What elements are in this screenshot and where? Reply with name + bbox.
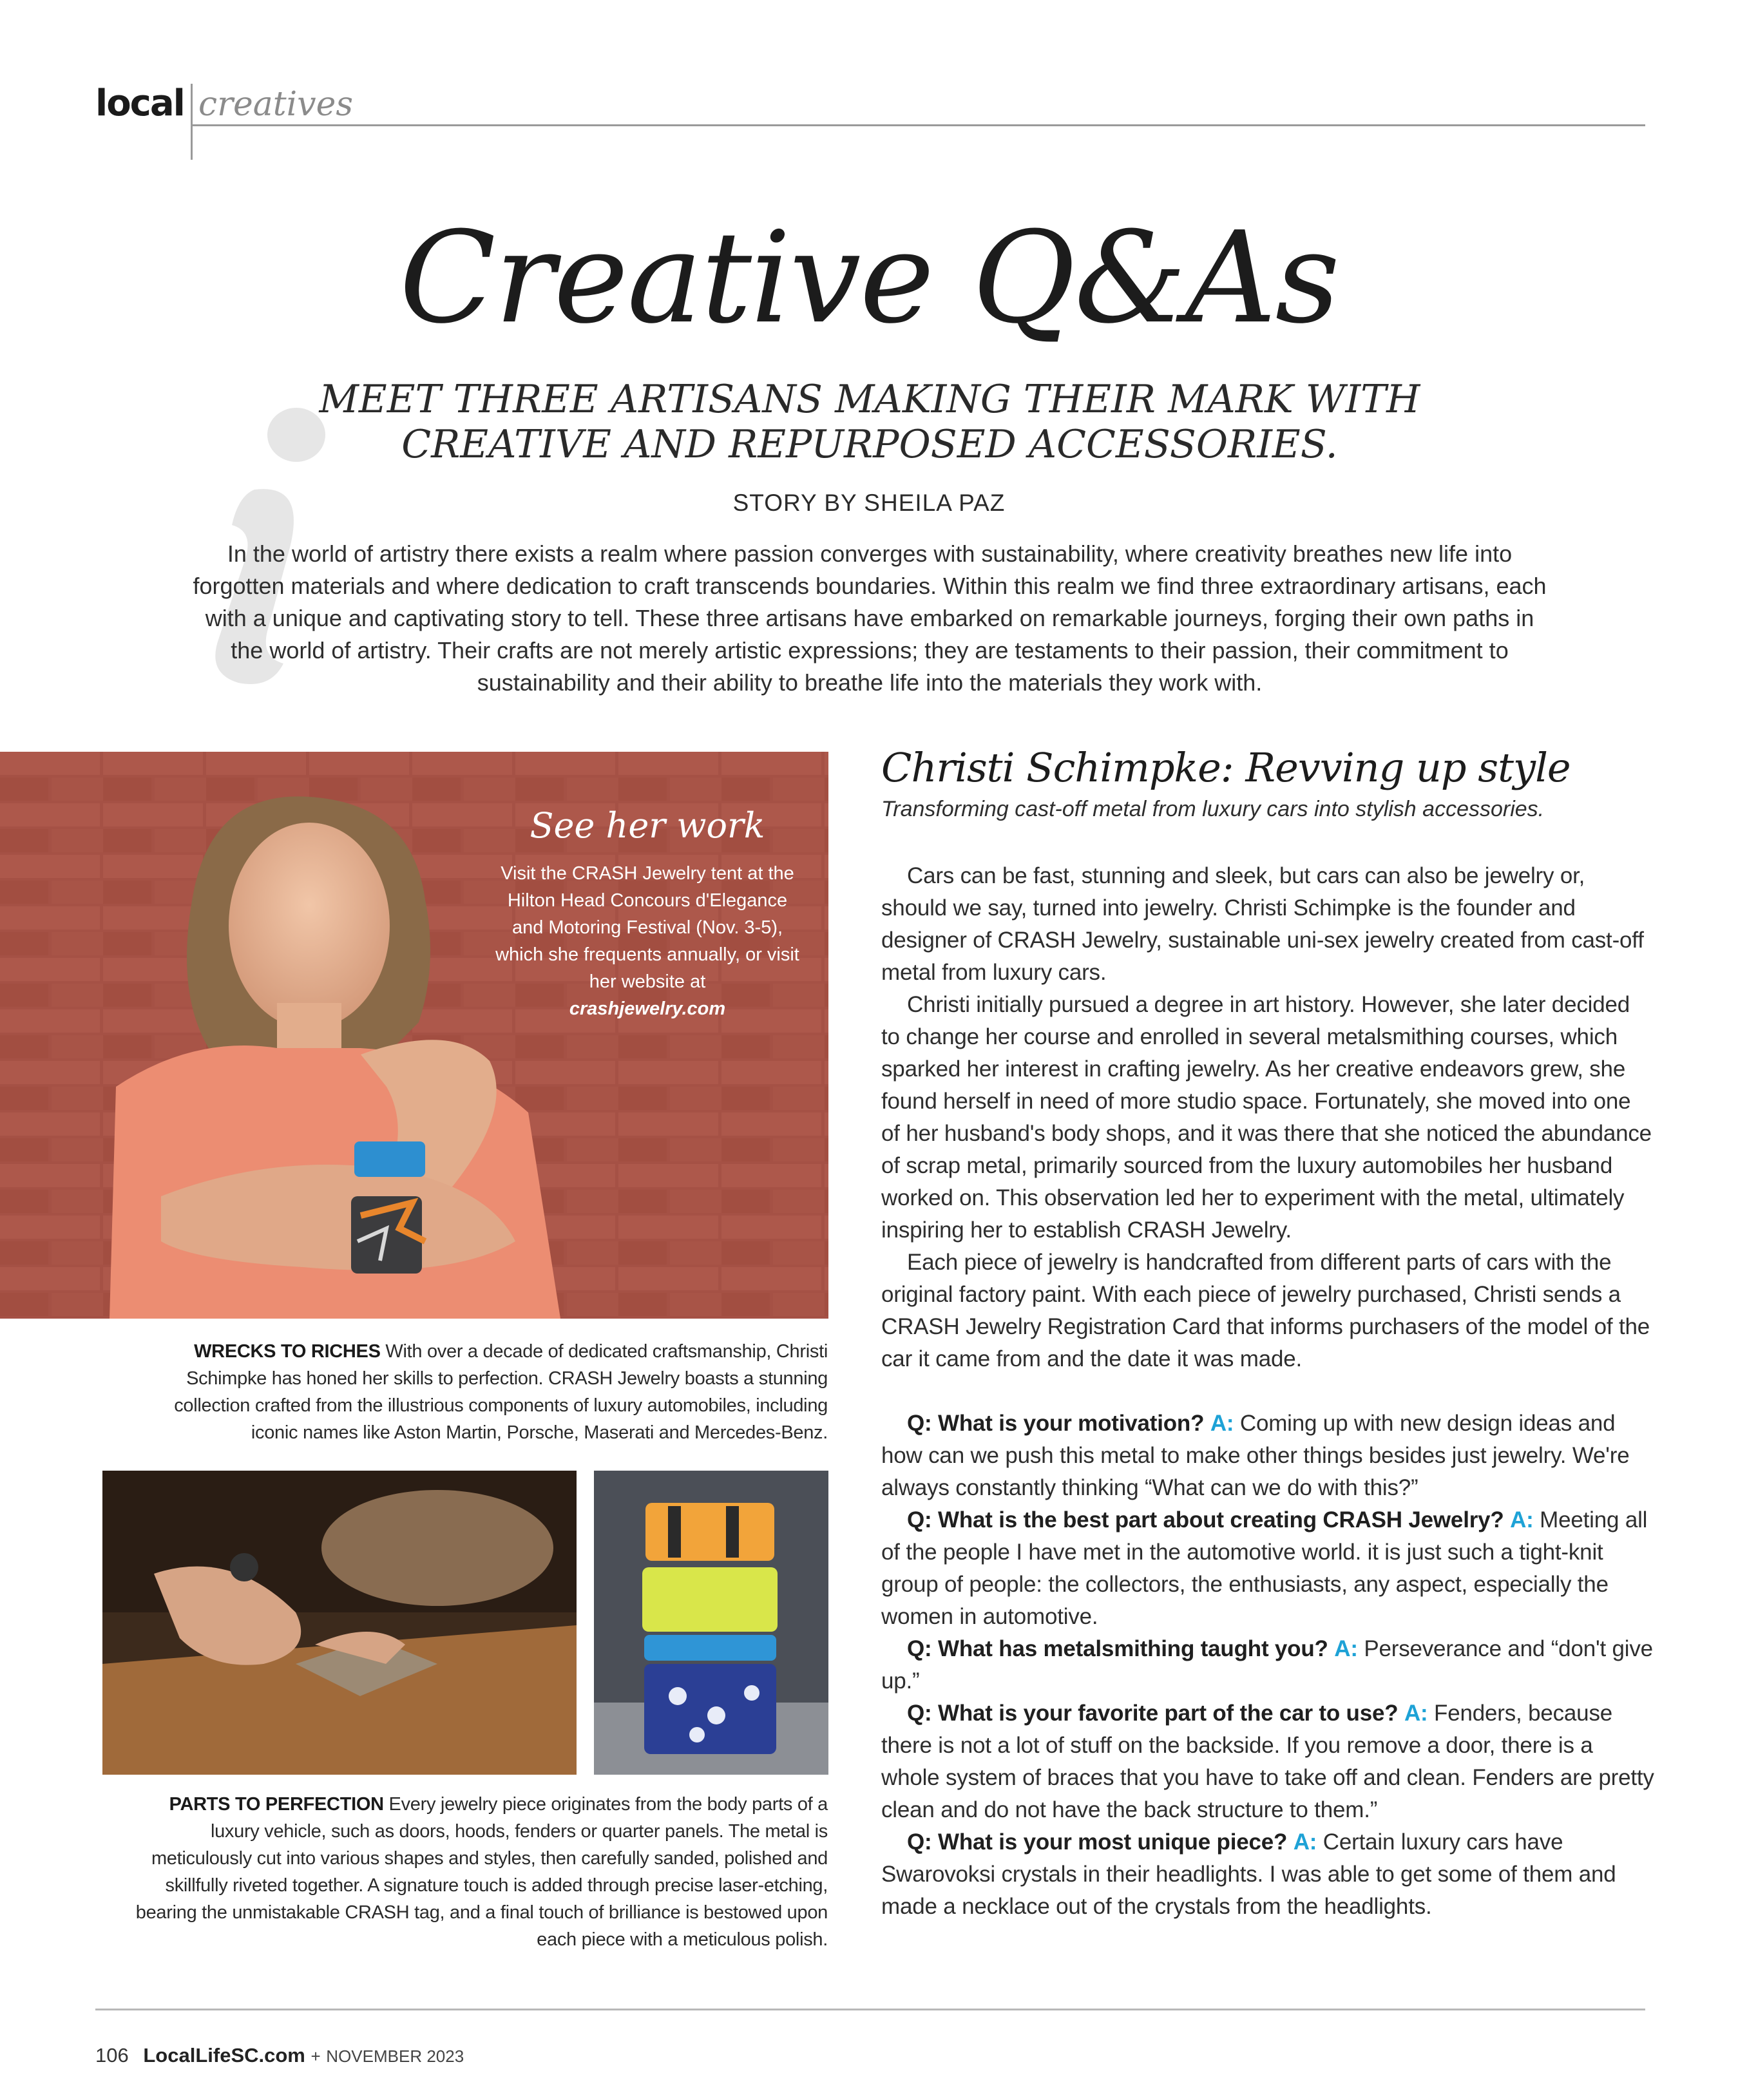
article-body — [881, 860, 1654, 1923]
answer-label: A: — [1293, 1829, 1317, 1855]
header-rule — [191, 124, 1645, 126]
section-category: creatives — [198, 85, 354, 124]
footer — [95, 2044, 464, 2067]
article-headline: Christi Schimpke: Revving up style — [881, 744, 1571, 791]
question: Q: What is the best part about creating CRASH Jewelry? — [907, 1507, 1504, 1532]
byline: STORY BY SHEILA PAZ — [732, 490, 1006, 516]
question: Q: What is your most unique piece? — [907, 1829, 1288, 1855]
subtitle: MEET THREE ARTISANS MAKING THEIR MARK WITH CREATIVE AND REPURPOSED ACCESSORIES. — [319, 377, 1420, 467]
answer: Meeting all of the people I have met in the automotive world. it is just such a tight-knit group of people: the collectors, the enthusiasts, any aspect, especially the women in automotive. — [881, 1507, 1648, 1629]
intro-paragraph: In the world of artistry there exists a realm where passion converges with sustainability, where creativity breathes new life into forgotten materials and where dedication to craft transcends boundaries. Within this realm we find three extraordinary artisans, each with a unique and captivating story to tell. These three artisans have embarked on remarkable journeys, forging their own paths in the world of artistry. Their crafts are not merely artistic expressions; they are testaments to their passion, their commitment to sustainability and their ability to breathe life into the materials they work with. — [193, 540, 1547, 696]
page-number: 106 — [95, 2044, 129, 2067]
answer-label: A: — [1334, 1636, 1358, 1661]
answer: Fenders, because there is not a lot of stuff on the backside. If you remove a door, there is a whole system of braces that you have to take off and clean. Fenders are pretty clean and do not have the back structure to them.” — [881, 1701, 1654, 1822]
caption-lead: WRECKS TO RICHES — [194, 1341, 381, 1362]
answer: Perseverance and “don't give up.” — [881, 1636, 1653, 1694]
answer: Certain luxury cars have Swarovoksi crystals in their headlights. I was able to get some of them and made a necklace out of the crystals from the headlights. — [881, 1829, 1616, 1919]
article-paragraph: Each piece of jewelry is handcrafted from different parts of cars with the original factory paint. With each piece of jewelry purchased, Christi sends a CRASH Jewelry Registration Card that informs purchasers of the model of the car it came from and the date it was made. — [881, 1250, 1650, 1371]
question: Q: What has metalsmithing taught you? — [907, 1636, 1328, 1661]
section-logo: local — [95, 82, 184, 124]
footer-date: NOVEMBER 2023 — [326, 2047, 464, 2066]
sidebar-text: Visit the CRASH Jewelry tent at the Hilton Head Concours d'Elegance and Motoring Festival (Nov. 3-5), which she frequents annually, or visit her website at — [495, 863, 799, 992]
cuffs-photo — [594, 1471, 828, 1775]
qa-item — [881, 1633, 1654, 1697]
article-dek: Transforming cast-off metal from luxury cars into stylish accessories. — [881, 797, 1545, 821]
caption-parts-to-perfection — [129, 1791, 828, 1953]
sidebar-body — [490, 860, 805, 1022]
footer-rule — [95, 2009, 1645, 2010]
footer-site[interactable]: LocalLifeSC.com — [143, 2044, 305, 2067]
answer-label: A: — [1404, 1701, 1428, 1726]
article-paragraph: Christi initially pursued a degree in art history. However, she later decided to change her course and enrolled in several metalsmithing courses, which sparked her interest in crafting jewelry. As her creative endeavors grew, she found herself in need of more studio space. Fortunately, she moved into one of her husband's body shops, and it was there that she noticed the abundance of scrap metal, primarily sourced from the luxury automobiles her husband worked on. This observation led her to experiment with the metal, ultimately inspiring her to establish CRASH Jewelry. — [881, 992, 1652, 1243]
article-paragraph: Cars can be fast, stunning and sleek, but cars can also be jewelry or, should we say, turned into jewelry. Christi Schimpke is the founder and designer of CRASH Jewelry, sustainable uni-sex jewelry created from cast-off metal from luxury cars. — [881, 863, 1644, 985]
qa-item — [881, 1826, 1654, 1923]
footer-separator: + — [310, 2047, 321, 2066]
header-divider — [191, 84, 193, 160]
answer-label: A: — [1210, 1411, 1234, 1436]
sidebar-title: See her work — [530, 805, 765, 846]
caption-lead: PARTS TO PERFECTION — [169, 1794, 384, 1815]
page-title: Creative Q&As — [399, 205, 1339, 352]
qa-item — [881, 1697, 1654, 1826]
question: Q: What is your motivation? — [907, 1411, 1205, 1436]
question: Q: What is your favorite part of the car to use? — [907, 1701, 1399, 1726]
workbench-photo — [102, 1471, 577, 1775]
caption-text: With over a decade of dedicated craftsmanship, Christi Schimpke has honed her skills to perfection. CRASH Jewelry boasts a stunning collection crafted from the illustrious components of luxury automobiles, including iconic names like Aston Martin, Porsche, Maserati and Mercedes-Benz. — [174, 1341, 828, 1443]
qa-item — [881, 1504, 1654, 1633]
website-link[interactable]: crashjewelry.com — [569, 998, 726, 1019]
caption-wrecks-to-riches — [129, 1338, 828, 1446]
caption-text: Every jewelry piece originates from the body parts of a luxury vehicle, such as doors, hoods, fenders or quarter panels. The metal is meticulously cut into various shapes and styles, then carefully sanded, polished and skillfully riveted together. A signature touch is added through precise laser-etching, bearing the unmistakable CRASH tag, and a final touch of brilliance is bestowed upon each piece with a meticulous polish. — [135, 1794, 828, 1950]
answer: Coming up with new design ideas and how can we push this metal to make other things besides just jewelry. We're always constantly thinking “What can we do with this?” — [881, 1411, 1630, 1500]
answer-label: A: — [1510, 1507, 1534, 1532]
qa-item — [881, 1408, 1654, 1504]
